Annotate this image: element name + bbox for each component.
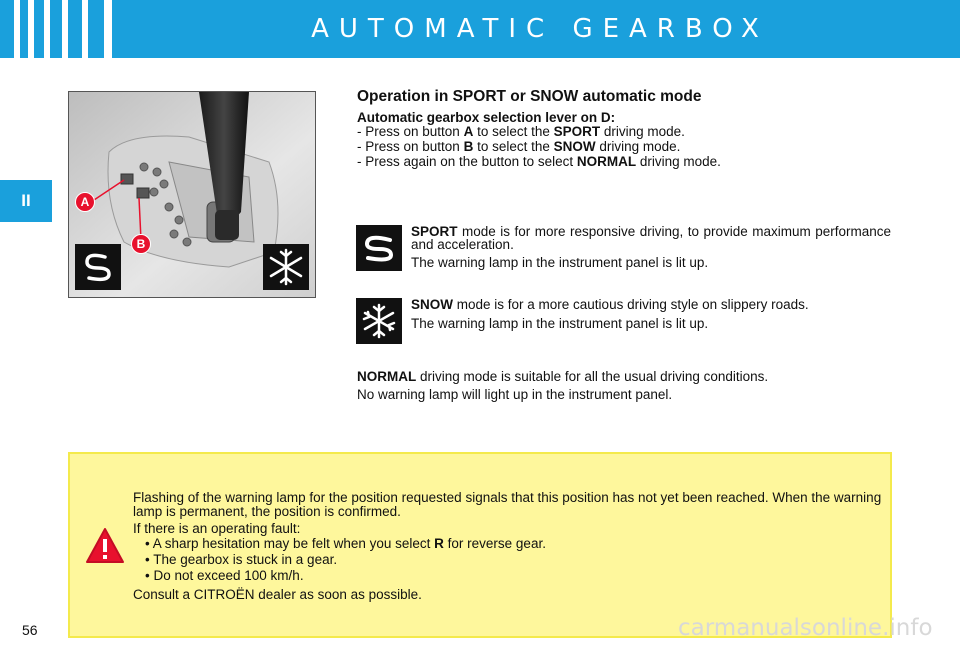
warning-paragraph-1: Flashing of the warning lamp for the position requested signals that this position has not yet been reached. When the warning lamp is permanent, the position is confirmed. (133, 490, 882, 519)
warning-box (68, 452, 892, 638)
sport-lamp-text: The warning lamp in the instrument panel is lit up. (411, 255, 709, 270)
operation-step-2 (357, 139, 680, 155)
bullet-text: • A sharp hesitation may be felt when you select (145, 536, 435, 551)
bullet-text: for reverse gear. (443, 536, 546, 551)
warning-bullet-3: • Do not exceed 100 km/h. (145, 568, 304, 583)
bullet-key: R (434, 536, 444, 551)
step-text: - Press again on the button to select (357, 154, 577, 169)
step-text: driving mode. (595, 139, 681, 154)
page-title: AUTOMATIC GEARBOX (311, 14, 769, 44)
section-tab: II (0, 180, 52, 222)
step-mode: SNOW (553, 139, 596, 154)
sport-label: SPORT (411, 224, 458, 239)
gear-selector-photo (68, 91, 316, 298)
operation-subheading: Automatic gearbox selection lever on D: (357, 110, 616, 125)
callout-b: B (131, 234, 151, 254)
snow-mode-icon (356, 298, 402, 344)
header-bar (0, 0, 960, 58)
step-text: - Press on button (357, 124, 464, 139)
header-stripe (104, 0, 112, 58)
step-mode: SPORT (553, 124, 601, 139)
step-text: driving mode. (600, 124, 685, 139)
snow-label: SNOW (411, 297, 453, 312)
step-text: - Press on button (357, 139, 464, 154)
snow-description (411, 297, 809, 313)
warning-bullet-1 (145, 536, 546, 552)
header-stripe (62, 0, 68, 58)
warning-paragraph-3: Consult a CITROËN dealer as soon as possible. (133, 587, 422, 602)
page-number: 56 (22, 622, 38, 638)
operation-heading: Operation in SPORT or SNOW automatic mode (357, 88, 702, 105)
normal-text: driving mode is suitable for all the usual driving conditions. (416, 369, 769, 384)
step-text: driving mode. (636, 154, 721, 169)
watermark: carmanualsonline.info (678, 615, 933, 641)
header-stripe (28, 0, 34, 58)
gear-selector-illustration (69, 92, 315, 297)
snow-text: mode is for a more cautious driving style on slippery roads. (453, 297, 809, 312)
header-stripe (44, 0, 50, 58)
sport-s-icon (359, 228, 399, 268)
header-stripe (82, 0, 88, 58)
normal-lamp-text: No warning lamp will light up in the instrument panel. (357, 387, 673, 402)
header-stripe (14, 0, 20, 58)
sport-mode-icon (356, 225, 402, 271)
step-text: to select the (473, 139, 554, 154)
normal-description (357, 369, 768, 385)
normal-label: NORMAL (357, 369, 417, 384)
callout-a: A (75, 192, 95, 212)
operation-step-1 (357, 124, 685, 140)
snowflake-icon (359, 301, 399, 341)
warning-bullet-2: • The gearbox is stuck in a gear. (145, 552, 338, 567)
operation-step-3 (357, 154, 721, 170)
sport-description (411, 225, 891, 251)
step-text: to select the (473, 124, 554, 139)
step-mode: NORMAL (576, 154, 637, 169)
step-key: B (463, 139, 474, 154)
warning-paragraph-2: If there is an operating fault: (133, 521, 301, 536)
warning-triangle-icon (84, 526, 126, 566)
step-key: A (463, 124, 474, 139)
sport-text: mode is for more responsive driving, to provide maximum performance and acceleration. (411, 224, 891, 252)
snow-lamp-text: The warning lamp in the instrument panel is lit up. (411, 316, 709, 331)
